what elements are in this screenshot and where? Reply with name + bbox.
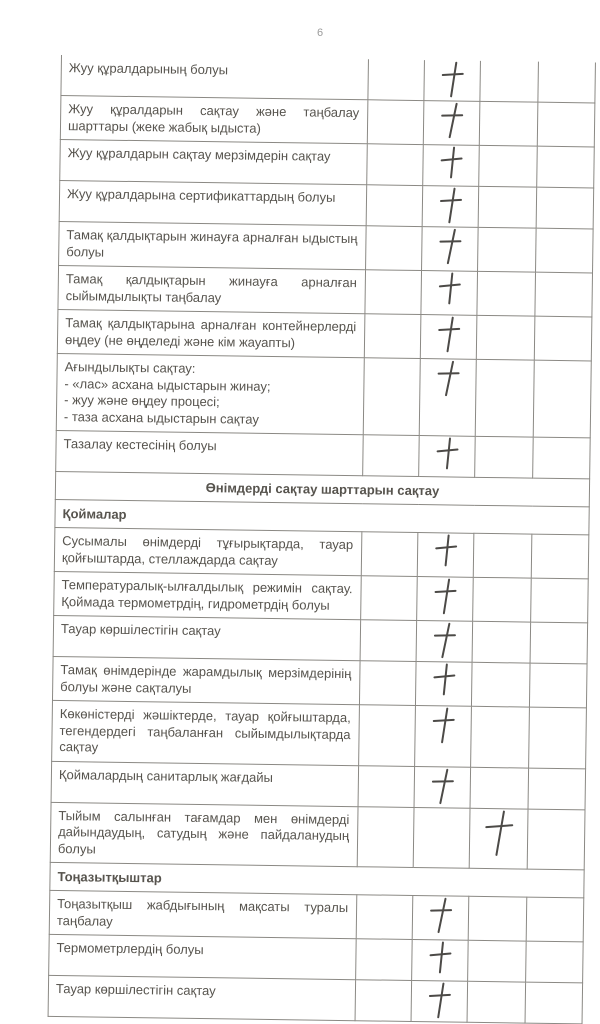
row-label: Термометрлердің болуы xyxy=(49,934,357,979)
row-label: Жуу құралдарын сақтау мерзімдерін сақтау xyxy=(60,139,368,184)
mark-cell xyxy=(468,896,527,941)
mark-cell xyxy=(423,145,480,187)
item-row xyxy=(52,700,587,768)
mark-cell xyxy=(411,980,468,1022)
row-label: Сусымалы өнімдерді тұғырықтарда, тауар қойғыштарда, стеллаждарда сақтау xyxy=(54,527,362,575)
item-row xyxy=(58,265,593,316)
mark-cell xyxy=(531,534,589,579)
mark-cell xyxy=(533,437,591,479)
handwritten-plus-mark xyxy=(431,771,453,801)
mark-cell xyxy=(424,60,481,101)
mark-cell xyxy=(471,706,530,767)
handwritten-plus-mark xyxy=(429,900,451,930)
handwritten-plus-mark xyxy=(437,363,459,393)
mark-cell xyxy=(478,227,537,272)
checklist-table-wrap xyxy=(48,55,595,1024)
item-row xyxy=(50,802,585,870)
mark-cell xyxy=(476,315,535,360)
item-row xyxy=(59,221,594,272)
row-label: Тоңазытқыш жабдығының мақсаты туралы таңбалау xyxy=(49,890,357,938)
subsection-header: Тоңазытқыштар xyxy=(50,862,584,897)
mark-cell xyxy=(359,705,416,766)
row-label: Тамақ өнімдерінде жарамдылық мерзімдерінің болуы және сақталуы xyxy=(52,656,360,704)
mark-cell xyxy=(527,809,585,870)
handwritten-plus-mark xyxy=(434,581,456,611)
mark-cell xyxy=(358,765,415,807)
mark-cell xyxy=(417,533,474,578)
handwritten-plus-mark xyxy=(433,625,455,655)
mark-cell xyxy=(473,533,532,578)
handwritten-plus-mark xyxy=(440,105,462,135)
row-label: Тамақ қалдықтарын жинауға арналған сыйымдылықты таңбалау xyxy=(58,265,366,313)
handwritten-plus-mark xyxy=(441,64,463,94)
mark-cell xyxy=(475,436,534,478)
mark-cell xyxy=(364,314,421,359)
row-label: Жуу құралдарына сертификаттардың болуы xyxy=(59,180,367,225)
mark-cell xyxy=(479,101,538,146)
mark-cell xyxy=(537,146,595,188)
row-label: Ағындылықты сақтау: - «лас» асхана ыдыстарын жинау; - жуу және өңдеу процесі; - таза асхана ыдыстарын сақтау xyxy=(56,353,364,434)
mark-cell xyxy=(471,662,530,707)
handwritten-plus-mark xyxy=(484,812,513,850)
handwritten-plus-mark xyxy=(439,231,461,261)
section-header: Өнімдерді сақтау шарттарын сақтау xyxy=(55,471,589,506)
mark-cell xyxy=(536,187,594,229)
handwritten-plus-mark xyxy=(439,190,461,220)
mark-cell xyxy=(533,360,591,438)
page-number: 6 xyxy=(316,27,324,39)
mark-cell xyxy=(421,271,478,316)
mark-cell xyxy=(366,226,423,271)
item-row xyxy=(48,975,583,1023)
handwritten-plus-mark xyxy=(432,710,454,740)
mark-cell xyxy=(412,939,469,981)
mark-cell xyxy=(525,982,583,1024)
mark-cell xyxy=(479,145,538,187)
mark-cell xyxy=(357,806,414,867)
mark-cell xyxy=(531,578,589,623)
handwritten-plus-mark xyxy=(428,985,450,1015)
mark-cell xyxy=(361,532,418,577)
handwritten-plus-mark xyxy=(436,440,458,470)
row-label: Тазалау кестесінің болуы xyxy=(56,430,364,475)
mark-cell xyxy=(415,706,472,767)
mark-cell xyxy=(414,766,471,808)
mark-cell xyxy=(472,621,531,663)
mark-cell xyxy=(417,577,474,622)
mark-cell xyxy=(368,59,425,100)
mark-cell xyxy=(419,436,476,478)
mark-cell xyxy=(530,622,588,664)
mark-cell xyxy=(355,980,412,1022)
mark-cell xyxy=(363,358,420,436)
mark-cell xyxy=(467,981,526,1023)
mark-cell xyxy=(468,940,527,982)
mark-cell xyxy=(526,941,584,983)
mark-cell xyxy=(422,186,479,228)
mark-cell xyxy=(529,707,587,768)
mark-cell xyxy=(469,808,528,869)
handwritten-plus-mark xyxy=(437,319,459,349)
mark-cell xyxy=(477,271,536,316)
row-label: Тыйым салынған тағамдар мен өнімдерді дайындаудың, сатудың және пайдаланудың болуы xyxy=(50,802,358,867)
mark-cell xyxy=(538,62,596,103)
item-row xyxy=(49,890,584,941)
mark-cell xyxy=(416,621,473,663)
mark-cell xyxy=(415,662,472,707)
mark-cell xyxy=(475,359,534,437)
checklist-body xyxy=(48,55,595,1024)
mark-cell xyxy=(473,577,532,622)
row-label: Көкөністерді жәшіктерде, тауар қойғыштарда, тегендердегі таңбаланған сыйымдылықтарда сақтау xyxy=(52,700,360,765)
mark-cell xyxy=(534,316,592,361)
item-row xyxy=(57,309,592,360)
mark-cell xyxy=(480,61,539,102)
mark-cell xyxy=(423,101,480,146)
subsection-header: Қоймалар xyxy=(55,499,589,534)
mark-cell xyxy=(365,270,422,315)
handwritten-plus-mark xyxy=(434,537,456,567)
mark-cell xyxy=(537,102,595,147)
row-label: Тауар көршілестігін сақтау xyxy=(48,975,356,1020)
mark-cell xyxy=(361,576,418,621)
row-label: Тамақ қалдықтарын жинауға арналған ыдыстың болуы xyxy=(59,221,367,269)
mark-cell xyxy=(412,895,469,940)
mark-cell xyxy=(413,807,470,868)
item-row xyxy=(52,656,587,707)
row-label: Тауар көршілестігін сақтау xyxy=(53,615,361,660)
handwritten-plus-mark xyxy=(429,944,451,974)
row-label: Жуу құралдарының болуы xyxy=(61,55,369,100)
mark-cell xyxy=(366,185,423,227)
mark-cell xyxy=(422,227,479,272)
mark-cell xyxy=(367,100,424,145)
checklist-table xyxy=(48,55,596,1024)
handwritten-plus-mark xyxy=(438,275,460,305)
mark-cell xyxy=(356,895,413,940)
mark-cell xyxy=(526,897,584,942)
mark-cell xyxy=(359,661,416,706)
handwritten-plus-mark xyxy=(440,149,462,179)
mark-cell xyxy=(478,186,537,228)
row-label: Тамақ қалдықтарына арналған контейнерлерді өңдеу (не өңделеді және кім жауапты) xyxy=(57,309,365,357)
mark-cell xyxy=(367,144,424,186)
mark-cell xyxy=(536,228,594,273)
mark-cell xyxy=(420,315,477,360)
mark-cell xyxy=(419,359,476,437)
item-row xyxy=(60,96,595,147)
item-row xyxy=(54,527,589,578)
mark-cell xyxy=(529,663,587,708)
row-label: Қоймалардың санитарлық жағдайы xyxy=(51,761,359,806)
item-row xyxy=(54,571,589,622)
mark-cell xyxy=(535,272,593,317)
mark-cell xyxy=(470,767,529,809)
mark-cell xyxy=(528,768,586,810)
row-label: Жуу құралдарын сақтау және таңбалау шарттары (жеке жабық ыдыста) xyxy=(60,96,368,144)
mark-cell xyxy=(363,435,420,477)
handwritten-plus-mark xyxy=(433,666,455,696)
row-label: Температуралық-ылғалдылық режимін сақтау. Қоймада термометрдің, гидрометрдің болуы xyxy=(54,571,362,619)
item-row xyxy=(56,353,591,437)
mark-cell xyxy=(360,620,417,662)
